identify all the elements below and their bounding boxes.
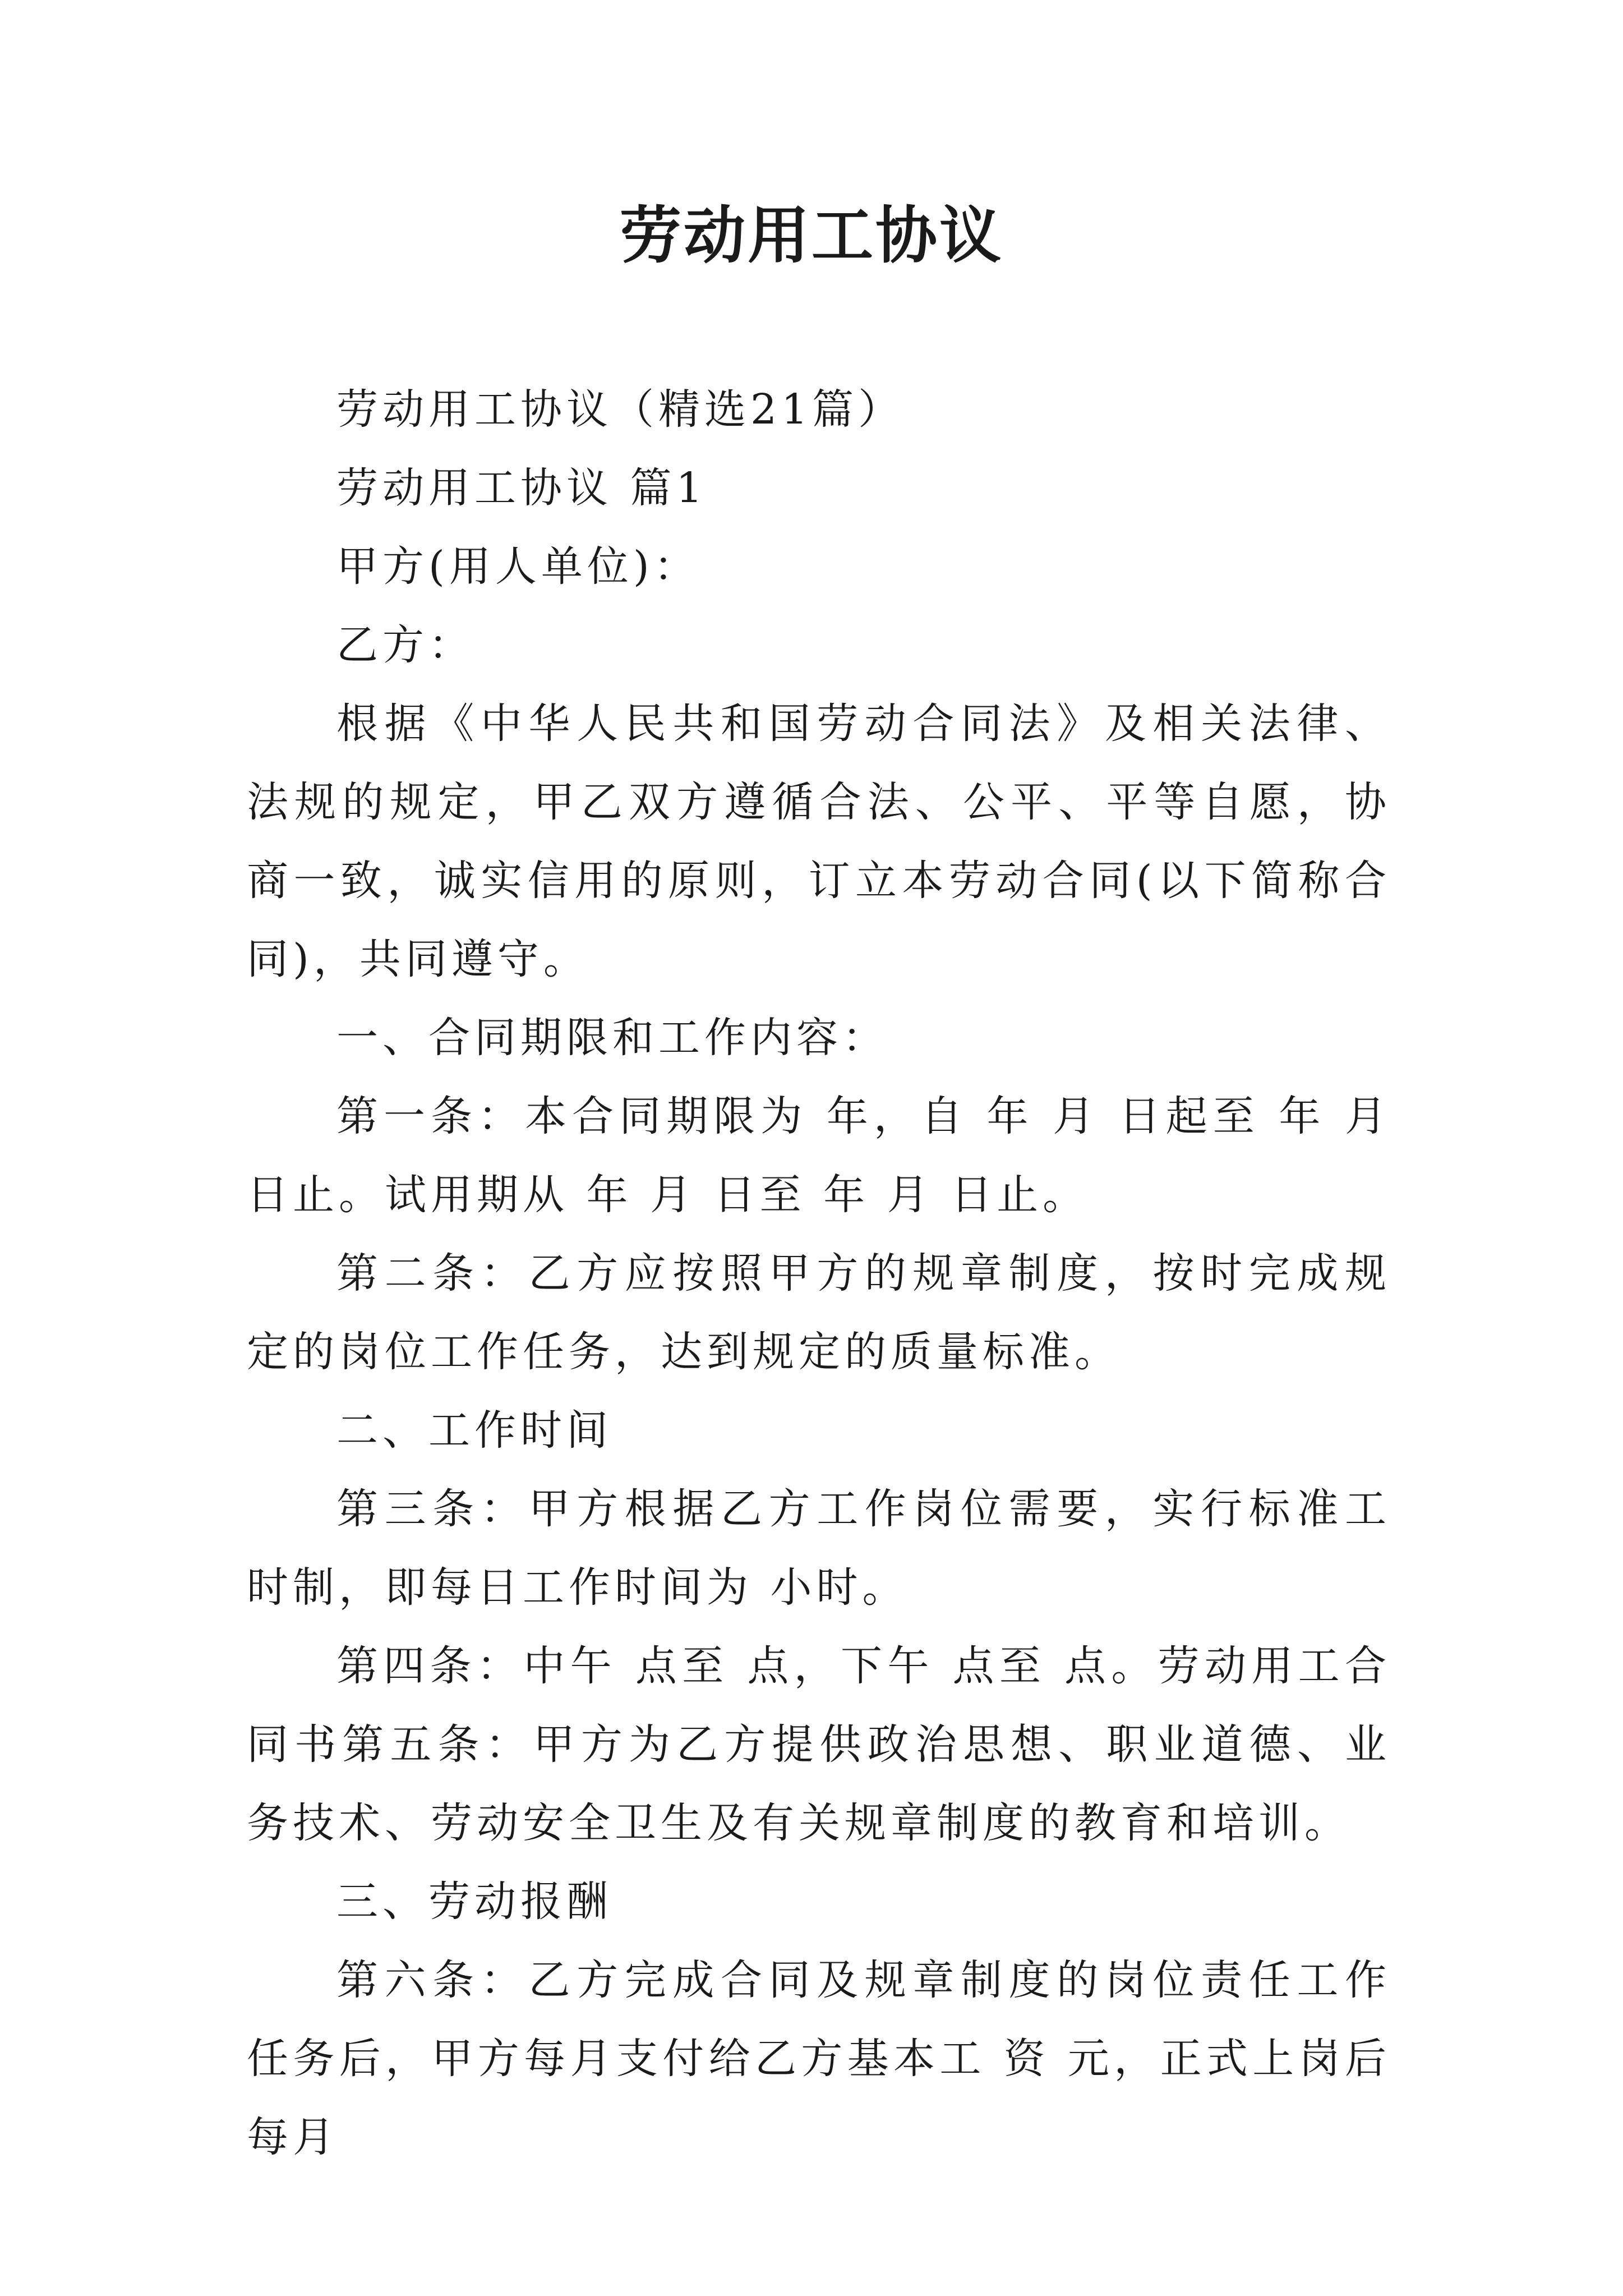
paragraph-article-1: 第一条：本合同期限为 年，自 年 月 日起至 年 月日止。试用期从 年 月 日至 年 月 日止。 [247, 1092, 1391, 1219]
paragraph-article-3: 第三条：甲方根据乙方工作岗位需要，实行标准工时制，即每日工作时间为 小时。 [247, 1485, 1391, 1612]
paragraph-article-6: 第六条：乙方完成合同及规章制度的岗位责任工作任务后，甲方每月支付给乙方基本工 资 元，正式上岗后每月 [247, 1956, 1391, 2161]
paragraph-heading-1: 一、合同期限和工作内容： [336, 1014, 888, 1062]
paragraph-article-2: 第二条：乙方应按照甲方的规章制度，按时完成规定的岗位工作任务，达到规定的质量标准。 [247, 1249, 1391, 1376]
document-body [247, 370, 1391, 2177]
paragraph-article-4-5: 第四条：中午 点至 点，下午 点至 点。劳动用工合同书第五条：甲方为乙方提供政治思想、职业道德、业务技术、劳动安全卫生及有关规章制度的教育和培训。 [247, 1642, 1391, 1847]
paragraph-subtitle: 劳动用工协议（精选21篇） [336, 385, 905, 434]
paragraph-heading-2: 二、工作时间 [336, 1406, 612, 1455]
document-title: 劳动用工协议 [620, 199, 1003, 272]
paragraph-section-heading: 劳动用工协议 篇1 [336, 464, 707, 512]
paragraph-heading-3: 三、劳动报酬 [336, 1878, 612, 1926]
paragraph-preamble: 根据《中华人民共和国劳动合同法》及相关法律、法规的规定，甲乙双方遵循合法、公平、平等自愿，协商一致，诚实信用的原则，订立本劳动合同(以下简称合同)，共同遵守。 [247, 700, 1391, 983]
paragraph-party-a: 甲方(用人单位)： [336, 542, 700, 591]
paragraph-party-b: 乙方： [336, 621, 474, 669]
